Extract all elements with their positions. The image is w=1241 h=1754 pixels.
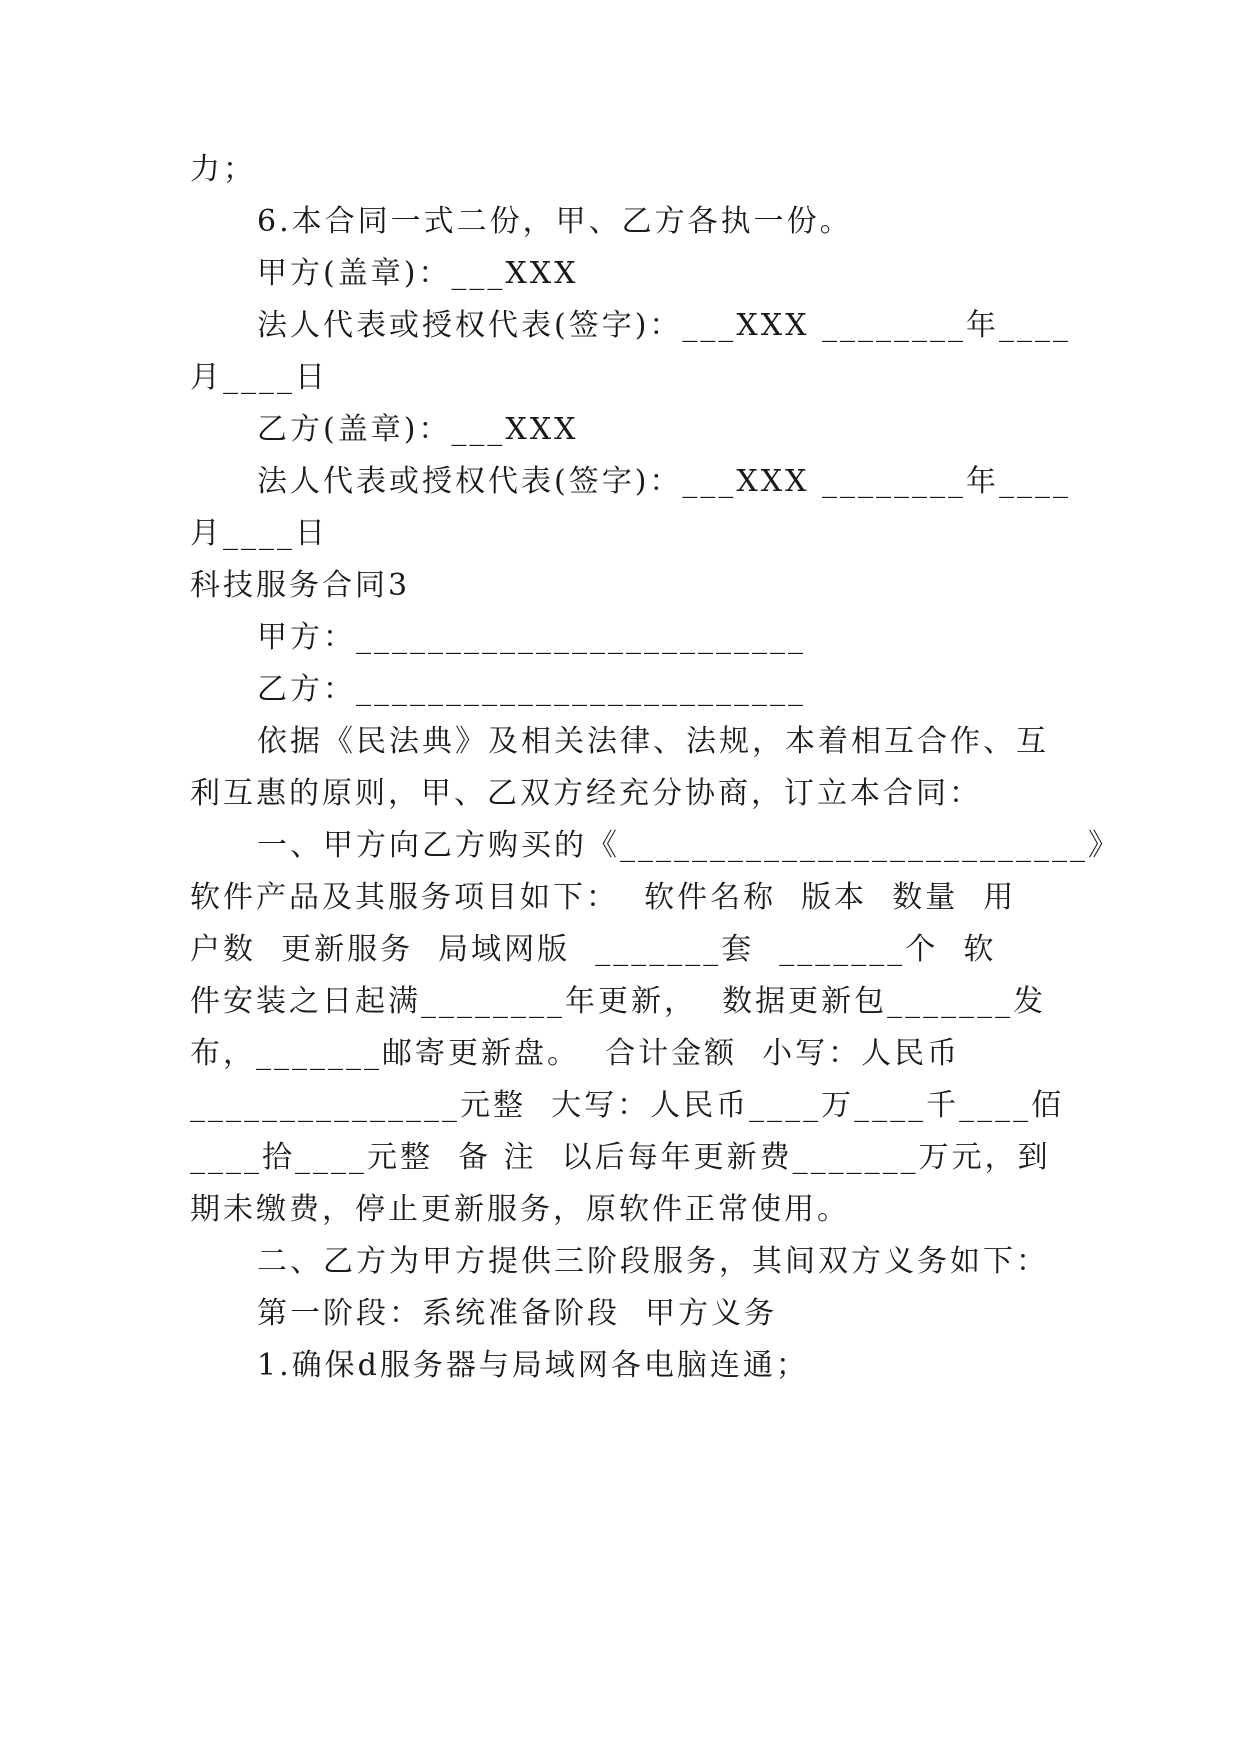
text-line-15: 软件产品及其服务项目如下： 软件名称 版本 数量 用 [190,880,1017,915]
text-line-20: ____拾____元整 备 注 以后每年更新费_______万元，到 [190,1140,1051,1175]
text-line-6: 乙方(盖章)：___XXX [257,412,579,447]
text-line-10: 甲方：_________________________ [257,620,806,655]
text-line-4: 法人代表或授权代表(签字)：___XXX ________年____ [257,308,1072,343]
text-line-3: 甲方(盖章)：___XXX [257,256,579,291]
section-title: 科技服务合同3 [190,568,411,603]
text-line-22: 二、乙方为甲方提供三阶段服务，其间双方义务如下： [257,1244,1049,1279]
text-line-8: 月____日 [190,516,328,551]
text-line-17: 件安装之日起满________年更新， 数据更新包_______发 [190,984,1047,1019]
text-line-2: 6.本合同一式二份，甲、乙方各执一份。 [257,204,853,239]
text-line-7: 法人代表或授权代表(签字)：___XXX ________年____ [257,464,1072,499]
text-line-11: 乙方：_________________________ [257,672,806,707]
text-line-1: 力； [190,152,256,187]
text-line-13: 利互惠的原则，甲、乙双方经充分协商，订立本合同： [190,776,982,811]
text-line-19: _______________元整 大写：人民币____万____千____佰 [190,1088,1065,1123]
text-line-23: 第一阶段：系统准备阶段 甲方义务 [257,1296,778,1331]
text-line-24: 1.确保d服务器与局域网各电脑连通； [257,1348,809,1383]
text-line-14: 一、甲方向乙方购买的《__________________________》 [257,828,1121,863]
text-line-5: 月____日 [190,360,328,395]
text-line-16: 户数 更新服务 局域网版 _______套 _______个 软 [190,932,997,967]
text-line-18: 布，_______邮寄更新盘。 合计金额 小写：人民币 [190,1036,961,1071]
text-line-21: 期未缴费，停止更新服务，原软件正常使用。 [190,1192,850,1227]
text-line-12: 依据《民法典》及相关法律、法规，本着相互合作、互 [257,724,1049,759]
